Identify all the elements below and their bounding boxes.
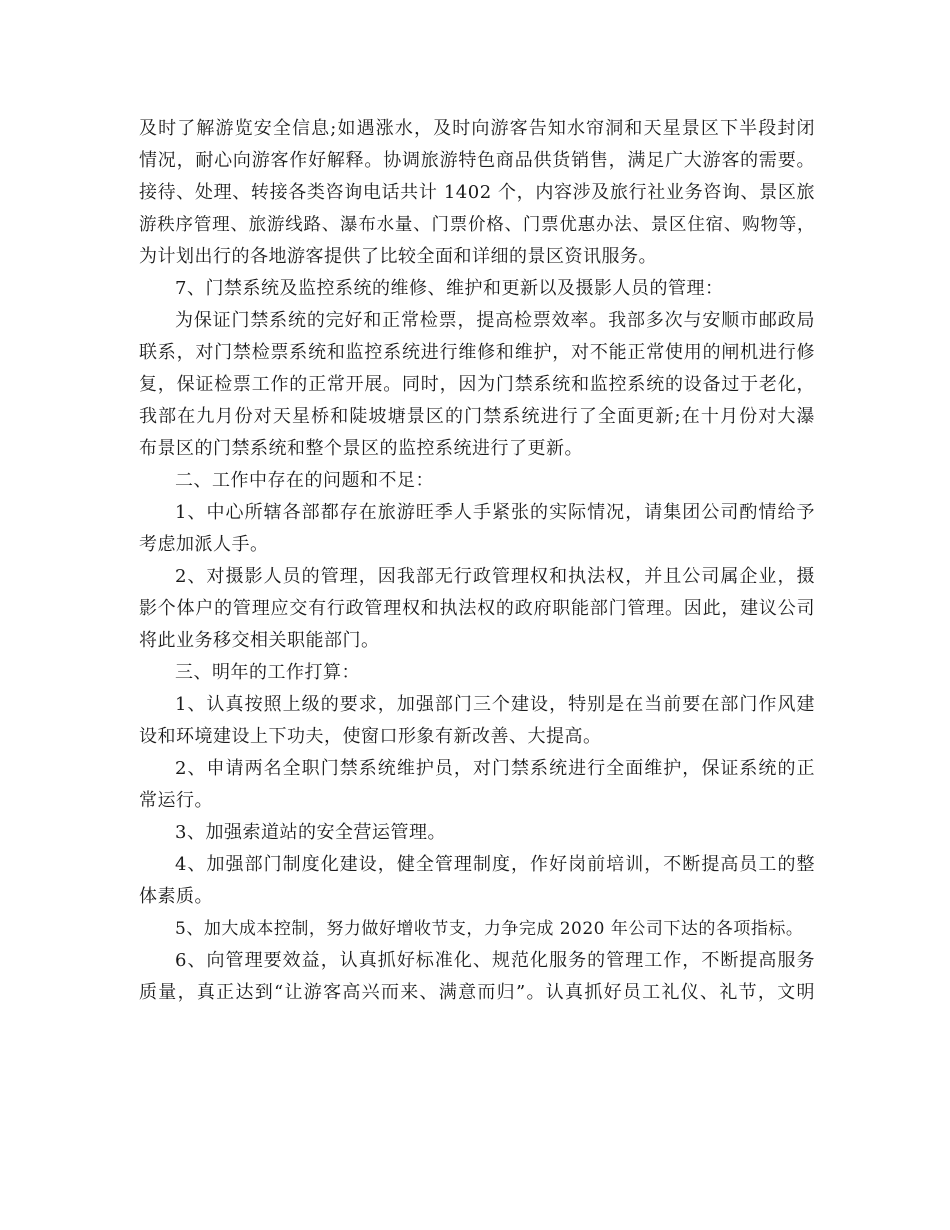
text-line: 5、加大成本控制，努力做好增收节支，力争完成 2020 年公司下达的各项指标。 xyxy=(175,919,804,939)
text-line: 质量，真正达到“让游客高兴而来、满意而归”。认真抓好员工礼仪、礼节，文明 xyxy=(139,982,815,1003)
text-line: 2、对摄影人员的管理，因我部无行政管理权和执法权，并且公司属企业，摄 xyxy=(175,566,815,587)
text-line: 常运行。 xyxy=(139,790,213,811)
text-line: 布景区的门禁系统和整个景区的监控系统进行了更新。 xyxy=(139,438,583,459)
text-line: 游秩序管理、旅游线路、瀑布水量、门票价格、门票优惠办法、景区住宿、购物等， xyxy=(139,215,815,235)
text-line: 4、加强部门制度化建设，健全管理制度，作好岗前培训，不断提高员工的整 xyxy=(175,854,815,875)
text-line: 设和环境建设上下功夫，使窗口形象有新改善、大提高。 xyxy=(139,726,602,747)
text-line: 我部在九月份对天星桥和陡坡塘景区的门禁系统进行了全面更新;在十月份对大瀑 xyxy=(139,406,815,427)
text-line: 7、门禁系统及监控系统的维修、维护和更新以及摄影人员的管理： xyxy=(175,278,724,299)
text-line: 2、申请两名全职门禁系统维护员，对门禁系统进行全面维护，保证系统的正 xyxy=(175,758,815,779)
document-body xyxy=(139,113,815,1009)
text-line: 情况，耐心向游客作好解释。协调旅游特色商品供货销售，满足广大游客的需要。 xyxy=(139,150,815,171)
text-line: 1、认真按照上级的要求，加强部门三个建设，特别是在当前要在部门作风建 xyxy=(175,694,815,715)
text-line: 将此业务移交相关职能部门。 xyxy=(139,630,380,651)
text-line: 考虑加派人手。 xyxy=(139,534,269,555)
text-line: 3、加强索道站的安全营运管理。 xyxy=(175,822,446,843)
text-line: 复，保证检票工作的正常开展。同时，因为门禁系统和监控系统的设备过于老化， xyxy=(139,374,815,395)
text-line: 为计划出行的各地游客提供了比较全面和详细的景区资讯服务。 xyxy=(139,246,657,267)
text-line: 1、中心所辖各部都存在旅游旺季人手紧张的实际情况，请集团公司酌情给予 xyxy=(175,502,815,523)
text-line: 6、向管理要效益，认真抓好标准化、规范化服务的管理工作，不断提高服务 xyxy=(175,950,815,971)
text-line: 为保证门禁系统的完好和正常检票，提高检票效率。我部多次与安顺市邮政局 xyxy=(175,310,815,331)
text-line: 二、工作中存在的问题和不足： xyxy=(175,470,434,491)
text-line: 及时了解游览安全信息;如遇涨水，及时向游客告知水帘洞和天星景区下半段封闭 xyxy=(139,118,815,139)
text-line: 接待、处理、转接各类咨询电话共计 1402 个，内容涉及旅行社业务咨询、景区旅 xyxy=(139,182,815,203)
text-line: 体素质。 xyxy=(139,886,213,907)
text-line: 三、明年的工作打算： xyxy=(175,662,360,683)
text-line: 影个体户的管理应交有行政管理权和执法权的政府职能部门管理。因此，建议公司 xyxy=(139,598,815,619)
text-line: 联系，对门禁检票系统和监控系统进行维修和维护，对不能正常使用的闸机进行修 xyxy=(139,342,815,363)
